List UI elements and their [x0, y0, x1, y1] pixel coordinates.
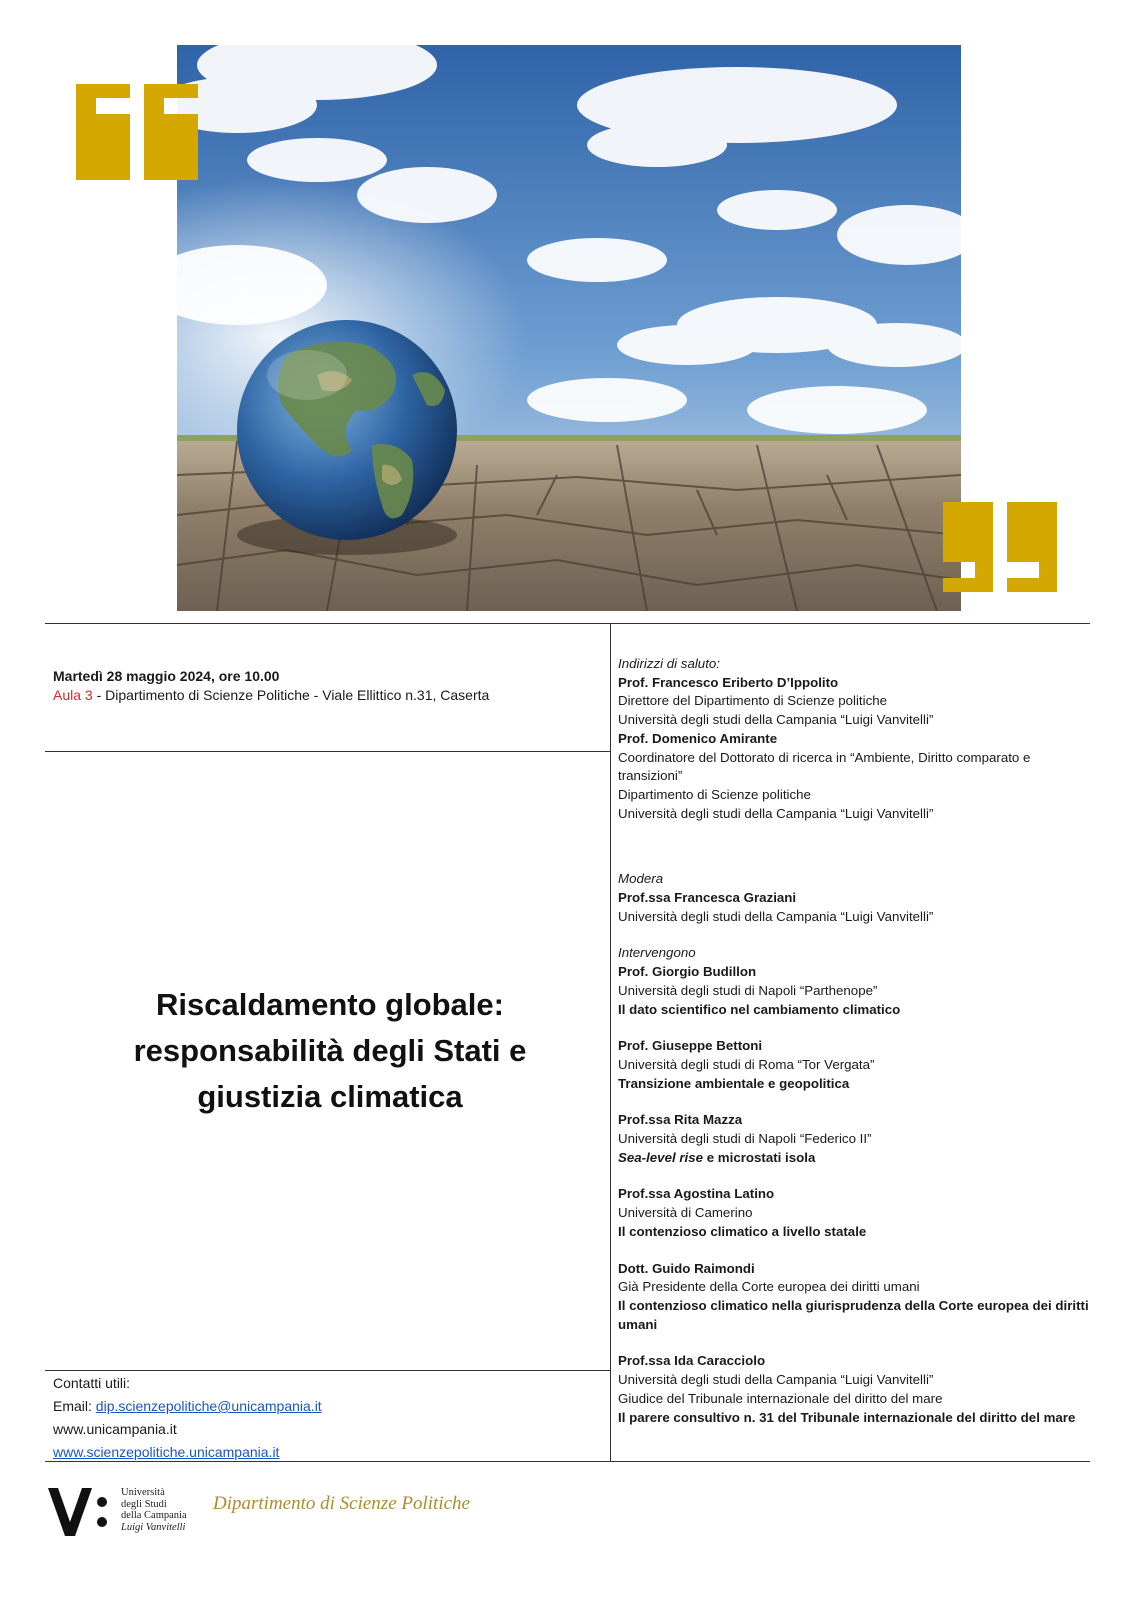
- email-link[interactable]: dip.scienzepolitiche@unicampania.it: [95, 1398, 322, 1414]
- greeting-role-2: Coordinatore del Dottorato di ricerca in “Ambiente, Diritto comparato e transizioni”: [618, 749, 1031, 784]
- speaker-role-6: Giudice del Tribunale internazionale del diritto del mare: [618, 1390, 943, 1406]
- speaker-talk-2: Transizione ambientale e geopolitica: [618, 1075, 850, 1091]
- speaker-talk-4: Il contenzioso climatico a livello statale: [618, 1223, 867, 1239]
- greeting-affiliation-1: Università degli studi della Campania “Luigi Vanvitelli”: [618, 712, 934, 728]
- event-location: - Dipartimento di Scienze Politiche - Viale Ellittico n.31, Caserta: [92, 687, 490, 703]
- speaker-affiliation-2: Università degli studi di Roma “Tor Vergata”: [618, 1056, 875, 1072]
- university-name-logo: [121, 1487, 187, 1533]
- speakers-label: Intervengono: [618, 945, 696, 961]
- contacts-email-line: [53, 1395, 603, 1418]
- speaker-talk-3-rest: e microstati isola: [703, 1149, 816, 1165]
- hero-image: [177, 45, 961, 611]
- speaker-name-3: Prof.ssa Rita Mazza: [618, 1112, 743, 1128]
- speaker-talk-3-italic: Sea-level rise: [618, 1149, 704, 1165]
- column-divider: [610, 623, 611, 1461]
- greetings-section: [618, 655, 1090, 823]
- program: [618, 655, 1090, 1427]
- speaker-affiliation-1: Università degli studi di Napoli “Parthenope”: [618, 982, 878, 998]
- speaker-affiliation-5: Già Presidente della Corte europea dei diritti umani: [618, 1279, 920, 1295]
- left-divider-upper: [45, 751, 610, 752]
- event-info: [53, 667, 603, 705]
- university-logo-icon: [48, 1488, 110, 1536]
- earth-on-dry-land-illustration: [177, 45, 961, 611]
- speaker-talk-1: Il dato scientifico nel cambiamento climatico: [618, 1001, 901, 1017]
- university-name-line-3: della Campania: [121, 1510, 187, 1521]
- open-quote-icon: [76, 84, 198, 180]
- moderator-name: Prof.ssa Francesca Graziani: [618, 890, 797, 906]
- greeting-role-1: Direttore del Dipartimento di Scienze politiche: [618, 693, 888, 709]
- speaker-name-6: Prof.ssa Ida Caracciolo: [618, 1353, 766, 1369]
- speaker-affiliation-3: Università degli studi di Napoli “Federico II”: [618, 1131, 872, 1147]
- moderator-affiliation: Università degli studi della Campania “Luigi Vanvitelli”: [618, 908, 934, 924]
- speaker-talk-6: Il parere consultivo n. 31 del Tribunale internazionale del diritto del mare: [618, 1409, 1076, 1425]
- speaker-talk-3: [618, 1149, 1090, 1168]
- department-logo: Dipartimento di Scienze Politiche: [213, 1493, 470, 1514]
- greeting-affiliation-2: Università degli studi della Campania “Luigi Vanvitelli”: [618, 805, 934, 821]
- page-title: [60, 982, 600, 1120]
- greeting-dept-2: Dipartimento di Scienze politiche: [618, 786, 811, 802]
- contacts-heading: Contatti utili:: [53, 1375, 131, 1391]
- university-name-line-4: Luigi Vanvitelli: [121, 1521, 186, 1533]
- email-label: Email:: [53, 1398, 96, 1414]
- contacts: [53, 1372, 603, 1464]
- moderator-label: Modera: [618, 871, 664, 887]
- site-link[interactable]: www.scienzepolitiche.unicampania.it: [53, 1444, 280, 1460]
- speaker-name-1: Prof. Giorgio Budillon: [618, 964, 757, 980]
- university-name-line-2: degli Studi: [121, 1498, 167, 1510]
- speaker-affiliation-4: Università di Camerino: [618, 1205, 753, 1221]
- title-line-3: giustizia climatica: [197, 1079, 463, 1114]
- university-name-line-1: Università: [121, 1487, 165, 1498]
- top-divider: [45, 623, 1090, 624]
- site-text: www.unicampania.it: [53, 1421, 177, 1437]
- speakers-section: [618, 944, 1090, 1427]
- speaker-name-5: Dott. Guido Raimondi: [618, 1260, 755, 1276]
- event-date: Martedì 28 maggio 2024, ore 10.00: [53, 668, 280, 684]
- greeting-name-2: Prof. Domenico Amirante: [618, 730, 778, 746]
- greetings-label: Indirizzi di saluto:: [618, 656, 720, 671]
- speaker-talk-5: Il contenzioso climatico nella giurisprudenza della Corte europea dei diritti umani: [618, 1297, 1089, 1332]
- close-quote-icon: [943, 502, 1057, 592]
- greeting-name-1: Prof. Francesco Eriberto D’Ippolito: [618, 674, 839, 690]
- title-line-1: Riscaldamento globale:: [156, 987, 504, 1022]
- title-line-2: responsabilità degli Stati e: [133, 1033, 527, 1068]
- speaker-name-2: Prof. Giuseppe Bettoni: [618, 1038, 763, 1054]
- left-divider-lower: [45, 1370, 610, 1371]
- speaker-affiliation-6: Università degli studi della Campania “Luigi Vanvitelli”: [618, 1372, 934, 1388]
- event-location-line: [53, 686, 603, 705]
- event-room: Aula 3: [53, 687, 93, 703]
- speaker-name-4: Prof.ssa Agostina Latino: [618, 1186, 775, 1202]
- moderator-section: [618, 870, 1090, 926]
